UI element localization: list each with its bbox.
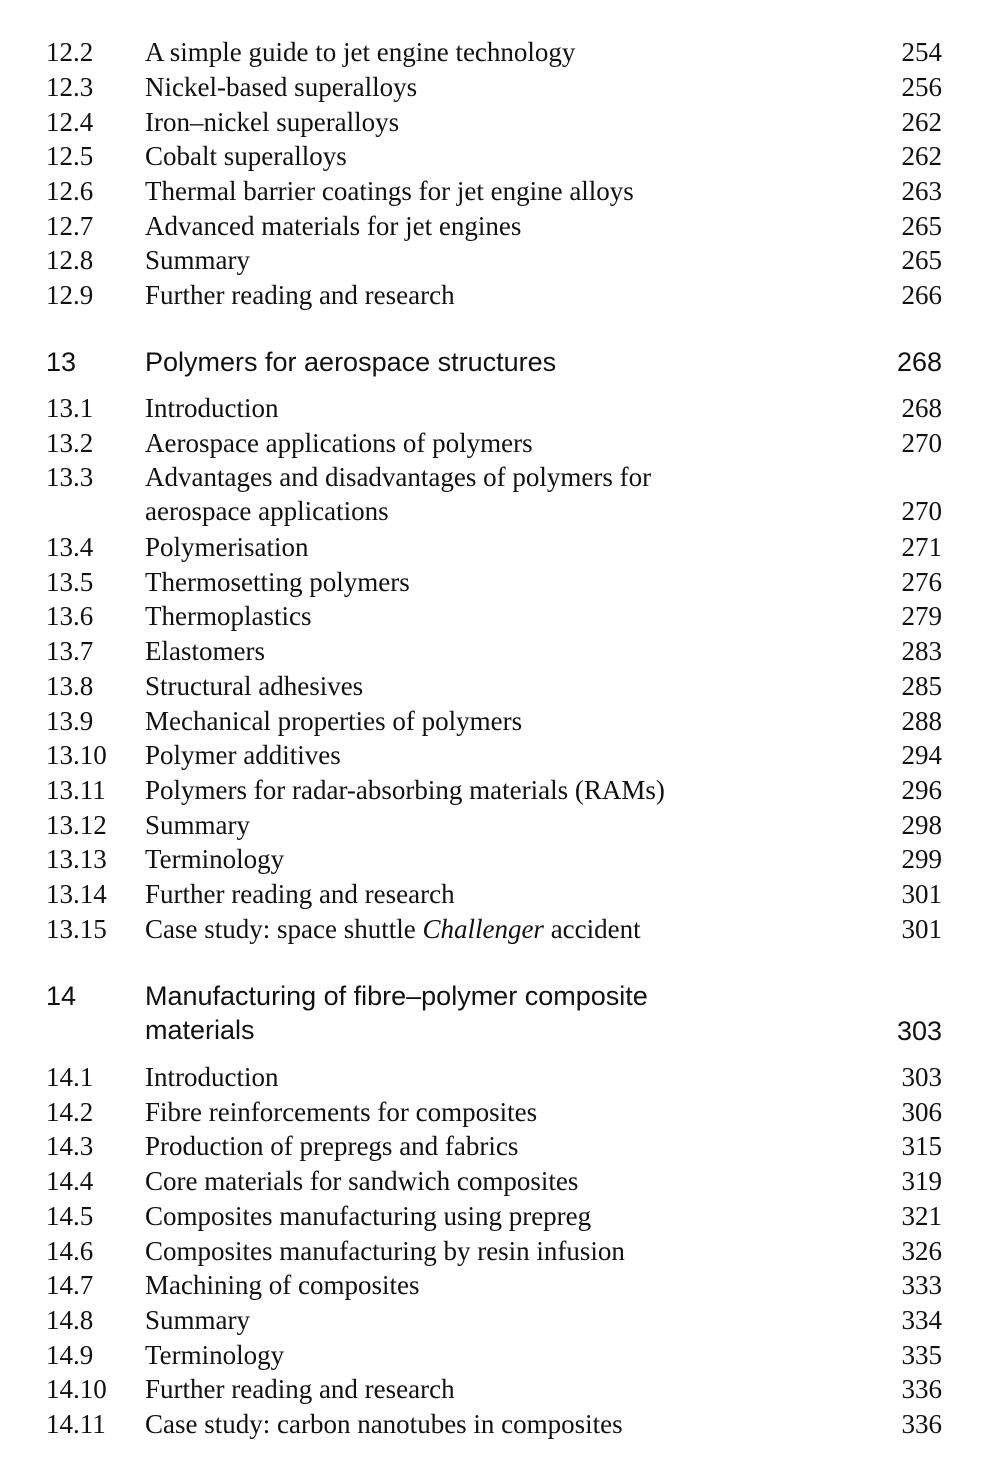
section-title: Iron–nickel superalloys — [145, 107, 400, 137]
section-title-line-2: aerospace applications — [145, 496, 389, 526]
section-title: Polymer additives — [145, 740, 341, 770]
section-title: Mechanical properties of polymers — [145, 706, 523, 736]
page-number: 336 — [901, 1409, 942, 1439]
toc-entry-13-9[interactable] — [0, 704, 996, 738]
chapter-title — [145, 979, 648, 1047]
page-number: 285 — [901, 671, 942, 701]
section-title-line-1: Advantages and disadvantages of polymers for — [145, 462, 652, 492]
section-title: Thermal barrier coatings for jet engine alloys — [145, 176, 634, 206]
section-title: Terminology — [145, 844, 285, 874]
page-number: 263 — [901, 176, 942, 206]
section-title: Further reading and research — [145, 879, 455, 909]
section-title: Structural adhesives — [145, 671, 364, 701]
page-number: 268 — [896, 347, 942, 377]
toc-entry-13-10[interactable] — [0, 738, 996, 772]
section-number: 13.8 — [46, 671, 94, 701]
chapter-title: Polymers for aerospace structures — [145, 347, 557, 377]
toc-entry-14-3[interactable] — [0, 1129, 996, 1163]
toc-entry-12-8[interactable] — [0, 243, 996, 277]
page-number: 288 — [901, 706, 942, 736]
section-title — [145, 460, 651, 528]
toc-entry-13-8[interactable] — [0, 669, 996, 703]
section-number: 12.5 — [46, 141, 94, 171]
section-number: 13.6 — [46, 601, 94, 631]
page-number: 306 — [901, 1097, 942, 1127]
toc-entry-13-6[interactable] — [0, 599, 996, 633]
toc-entry-14-4[interactable] — [0, 1164, 996, 1198]
section-number: 12.6 — [46, 176, 94, 206]
section-number: 14.6 — [46, 1236, 94, 1266]
toc-entry-12-4[interactable] — [0, 105, 996, 139]
page-number: 299 — [901, 844, 942, 874]
toc-entry-14-11[interactable] — [0, 1407, 996, 1441]
section-title: Further reading and research — [145, 1374, 455, 1404]
section-number: 13.5 — [46, 567, 94, 597]
toc-entry-13-12[interactable] — [0, 808, 996, 842]
section-title: Summary — [145, 245, 250, 275]
section-number: 14.4 — [46, 1166, 94, 1196]
page-number: 283 — [901, 636, 942, 666]
toc-entry-14-10[interactable] — [0, 1372, 996, 1406]
toc-entry-13-11[interactable] — [0, 773, 996, 807]
section-title: Aerospace applications of polymers — [145, 428, 533, 458]
page-number: 265 — [901, 211, 942, 241]
section-title: Production of prepregs and fabrics — [145, 1131, 519, 1161]
toc-entry-13-3[interactable] — [0, 460, 996, 529]
toc-entry-12-6[interactable] — [0, 174, 996, 208]
section-title: Summary — [145, 810, 250, 840]
toc-entry-14-7[interactable] — [0, 1268, 996, 1302]
section-number: 14.3 — [46, 1131, 94, 1161]
page-number: 303 — [901, 1062, 942, 1092]
section-number: 12.8 — [46, 245, 94, 275]
section-number: 13.14 — [46, 879, 107, 909]
section-number: 12.7 — [46, 211, 94, 241]
toc-entry-13-1[interactable] — [0, 391, 996, 425]
section-number: 12.3 — [46, 72, 94, 102]
section-number: 13.12 — [46, 810, 107, 840]
section-number: 13.4 — [46, 532, 94, 562]
page-number: 296 — [901, 775, 942, 805]
section-title: Introduction — [145, 393, 279, 423]
section-title — [145, 912, 641, 946]
section-title: Elastomers — [145, 636, 265, 666]
toc-entry-12-5[interactable] — [0, 139, 996, 173]
chapter-title-line-1: Manufacturing of fibre–polymer composite — [145, 981, 648, 1011]
page-number: 333 — [901, 1270, 942, 1300]
chapter-heading-row — [0, 345, 996, 379]
section-title-italic: Challenger — [422, 914, 544, 944]
page-number: 262 — [901, 107, 942, 137]
section-number: 13.10 — [46, 740, 107, 770]
section-title: A simple guide to jet engine technology — [145, 37, 576, 67]
toc-entry-14-2[interactable] — [0, 1095, 996, 1129]
page-number: 271 — [901, 532, 942, 562]
section-number: 13.2 — [46, 428, 94, 458]
chapter-heading-row — [0, 979, 996, 1049]
page-number: 301 — [901, 879, 942, 909]
page-number: 298 — [901, 810, 942, 840]
section-title: Composites manufacturing by resin infusion — [145, 1236, 625, 1266]
section-number: 14.11 — [46, 1409, 106, 1439]
section-title-suffix: accident — [543, 914, 641, 944]
page-number: 254 — [901, 37, 942, 67]
section-number: 13.7 — [46, 636, 94, 666]
page-number: 334 — [901, 1305, 942, 1335]
toc-entry-14-8[interactable] — [0, 1303, 996, 1337]
page-number: 276 — [901, 567, 942, 597]
section-title: Introduction — [145, 1062, 279, 1092]
page-number: 294 — [901, 740, 942, 770]
page-number: 319 — [901, 1166, 942, 1196]
section-title: Thermosetting polymers — [145, 567, 410, 597]
toc-entry-14-1[interactable] — [0, 1060, 996, 1094]
section-number: 13.9 — [46, 706, 94, 736]
toc-entry-14-9[interactable] — [0, 1338, 996, 1372]
section-title: Machining of composites — [145, 1270, 420, 1300]
page-number: 279 — [901, 601, 942, 631]
page-number: 301 — [901, 914, 942, 944]
section-title: Polymers for radar-absorbing materials (RAMs) — [145, 775, 665, 805]
page-number: 265 — [901, 245, 942, 275]
page-number: 266 — [901, 280, 942, 310]
page-number: 336 — [901, 1374, 942, 1404]
section-title: Advanced materials for jet engines — [145, 211, 522, 241]
section-title: Case study: carbon nanotubes in composites — [145, 1409, 623, 1439]
section-number: 14.1 — [46, 1062, 94, 1092]
section-number: 14.8 — [46, 1305, 94, 1335]
page-number: 256 — [901, 72, 942, 102]
page-number: 270 — [901, 428, 942, 458]
section-number: 14.5 — [46, 1201, 94, 1231]
section-number: 14.2 — [46, 1097, 94, 1127]
section-number: 14.7 — [46, 1270, 94, 1300]
section-number: 13.11 — [46, 775, 106, 805]
toc-entry-13-15[interactable] — [0, 912, 996, 946]
section-title: Polymerisation — [145, 532, 309, 562]
section-title: Summary — [145, 1305, 250, 1335]
page-number: 321 — [901, 1201, 942, 1231]
toc-entry-13-5[interactable] — [0, 565, 996, 599]
page-number: 303 — [896, 1016, 942, 1046]
page-number: 315 — [901, 1131, 942, 1161]
toc-entry-12-2[interactable] — [0, 35, 996, 69]
section-title: Composites manufacturing using prepreg — [145, 1201, 592, 1231]
toc-entry-13-14[interactable] — [0, 877, 996, 911]
page-number: 335 — [901, 1340, 942, 1370]
toc-entry-12-3[interactable] — [0, 70, 996, 104]
toc-entry-14-6[interactable] — [0, 1234, 996, 1268]
section-number: 13.1 — [46, 393, 94, 423]
section-title: Thermoplastics — [145, 601, 312, 631]
toc-entry-13-4[interactable] — [0, 530, 996, 564]
page-number: 270 — [901, 496, 942, 526]
section-number: 14.9 — [46, 1340, 94, 1370]
section-title: Further reading and research — [145, 280, 455, 310]
page-number: 326 — [901, 1236, 942, 1266]
section-number: 12.9 — [46, 280, 94, 310]
toc-entry-13-7[interactable] — [0, 634, 996, 668]
page-number: 262 — [901, 141, 942, 171]
section-number: 13.3 — [46, 462, 94, 492]
section-title: Nickel-based superalloys — [145, 72, 418, 102]
section-number: 13.13 — [46, 844, 107, 874]
section-number: 12.2 — [46, 37, 94, 67]
toc-entry-12-7[interactable] — [0, 209, 996, 243]
page-number: 268 — [901, 393, 942, 423]
toc-entry-13-13[interactable] — [0, 842, 996, 876]
toc-entry-14-5[interactable] — [0, 1199, 996, 1233]
chapter-number: 14 — [46, 981, 77, 1011]
section-number: 12.4 — [46, 107, 94, 137]
section-title-prefix: Case study: space shuttle — [145, 914, 423, 944]
section-title: Cobalt superalloys — [145, 141, 347, 171]
section-title: Fibre reinforcements for composites — [145, 1097, 538, 1127]
toc-entry-12-9[interactable] — [0, 278, 996, 312]
section-number: 13.15 — [46, 914, 107, 944]
toc-entry-13-2[interactable] — [0, 426, 996, 460]
chapter-number: 13 — [46, 347, 77, 377]
section-title: Core materials for sandwich composites — [145, 1166, 579, 1196]
section-title: Terminology — [145, 1340, 285, 1370]
chapter-title-line-2: materials — [145, 1015, 255, 1045]
section-number: 14.10 — [46, 1374, 107, 1404]
